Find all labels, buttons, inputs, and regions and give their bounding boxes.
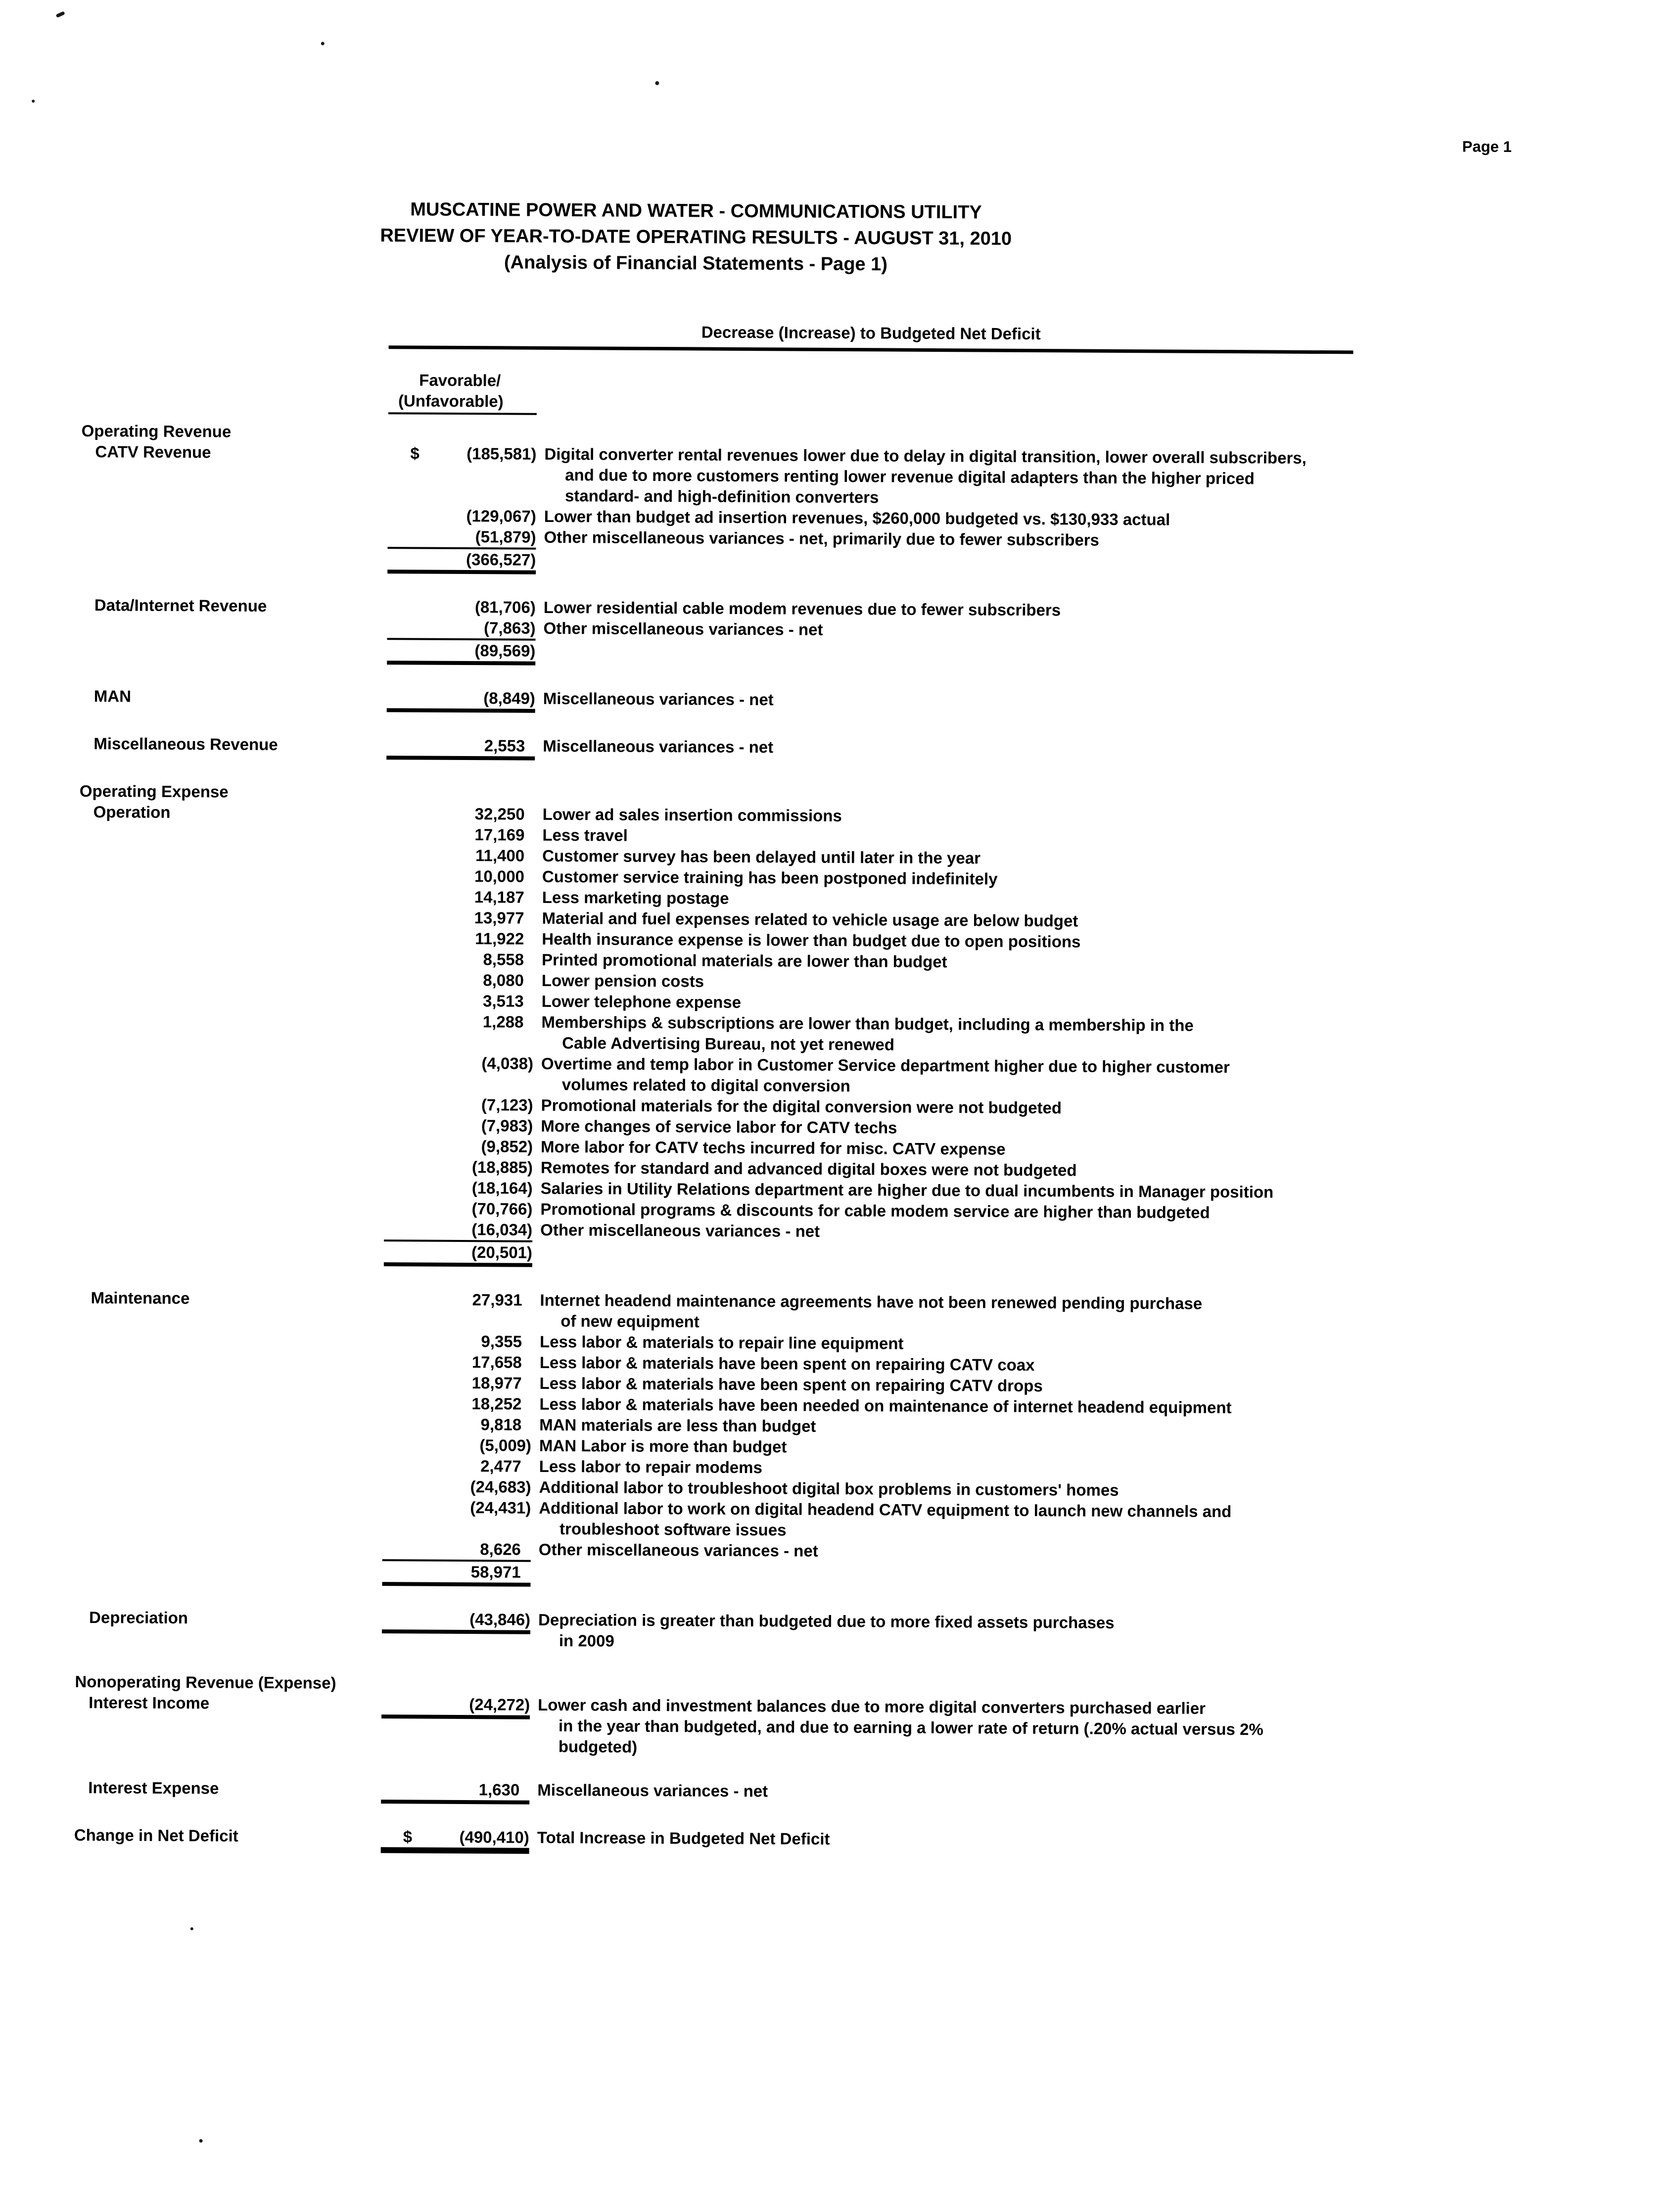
amount-cell [383, 1372, 532, 1394]
description-line: Printed promotional materials are lower than budget [541, 950, 947, 971]
entry-row [75, 1692, 1381, 1761]
description-line: troubleshoot software issues [559, 1520, 787, 1539]
description-line: MAN Labor is more than budget [539, 1436, 787, 1456]
scan-speck [321, 42, 325, 45]
description-line: in the year than budgeted, and due to earning a lower rate of return (.20% actual versus 2% [558, 1716, 1263, 1739]
amount-cell [384, 1136, 533, 1157]
description-line: in 2009 [559, 1631, 614, 1650]
description-line: Promotional programs & discounts for cable modem service are higher than budgeted [540, 1199, 1210, 1222]
description-cell [530, 1610, 1381, 1656]
entry-row [75, 1607, 1381, 1656]
amount-value: 17,169 [474, 825, 525, 844]
table-section [74, 1671, 1381, 1809]
amount-value: (129,067) [466, 507, 536, 525]
amount-cell [384, 1177, 533, 1199]
description-cell [531, 1498, 1382, 1544]
amount-value: (7,123) [481, 1095, 533, 1114]
description-cell [536, 527, 1387, 552]
description-line: Material and fuel expenses related to vehicle usage are below budget [542, 908, 1078, 930]
amount-header-line-1: Favorable/ [419, 371, 501, 390]
table-body [74, 421, 1388, 1858]
amount-cell [381, 1826, 529, 1854]
amount-cell [386, 886, 534, 908]
amount-value: (43,846) [469, 1610, 531, 1629]
amount-value: (24,272) [469, 1695, 530, 1714]
description-line: Other miscellaneous variances - net, primarily due to fewer subscribers [544, 527, 1100, 549]
description-line: standard- and high-definition converters [564, 486, 879, 507]
amount-value: (366,527) [466, 550, 536, 569]
description-line: Lower ad sales insertion commissions [542, 805, 842, 825]
entry-row [80, 733, 1386, 765]
description-line: Cable Advertising Bureau, not yet renewed [562, 1034, 895, 1054]
description-cell [529, 1827, 1380, 1853]
amount-cell [387, 596, 536, 618]
entry-row [74, 1825, 1380, 1858]
amount-value: (185,581) [467, 444, 537, 463]
row-label: CATV Revenue [95, 442, 211, 462]
scan-speck [55, 11, 65, 18]
amount-value: 58,971 [470, 1563, 521, 1581]
amount-value: 8,626 [480, 1540, 521, 1559]
section-header: Nonoperating Revenue (Expense) [75, 1672, 336, 1692]
amount-value: (70,766) [471, 1199, 533, 1218]
amount-value: (24,431) [470, 1498, 531, 1517]
row-label: Interest Income [89, 1693, 210, 1712]
amount-cell [387, 640, 535, 665]
description-cell [532, 1220, 1383, 1245]
description-cell [533, 1053, 1384, 1099]
amount-cell [386, 735, 535, 760]
description-cell [536, 444, 1388, 511]
amount-value: 27,931 [472, 1290, 522, 1309]
amount-cell [383, 1351, 532, 1373]
amount-value: 3,513 [482, 992, 524, 1010]
entry-row [80, 686, 1386, 717]
line-item [77, 802, 1386, 1272]
amount-value: 8,080 [483, 971, 524, 990]
row-label: Change in Net Deficit [74, 1825, 238, 1845]
amount-value: 1,630 [478, 1780, 520, 1799]
amount-cell [385, 1052, 533, 1074]
scan-speck [32, 99, 35, 102]
amount-value: (18,164) [471, 1179, 533, 1197]
amount-cell [384, 1198, 532, 1220]
amount-value: (89,569) [474, 641, 536, 660]
amount-value: 11,922 [475, 929, 524, 948]
amount-value: (4,038) [481, 1054, 534, 1073]
amount-value: 17,658 [471, 1353, 522, 1372]
description-line: Internet headend maintenance agreements have not been renewed pending purchase [540, 1290, 1203, 1313]
line-item [80, 733, 1386, 765]
description-line: Less labor & materials have been spent on repairing CATV drops [539, 1374, 1043, 1395]
amount-value: 1,288 [482, 1012, 524, 1031]
currency-symbol: $ [403, 1827, 413, 1846]
amount-value: (8,849) [483, 689, 535, 708]
amount-cell [382, 1476, 531, 1498]
description-line: Additional labor to troubleshoot digital box problems in customers' homes [539, 1477, 1119, 1499]
page-number: Page 1 [1462, 138, 1512, 156]
description-line: Less labor & materials have been spent on repairing CATV coax [539, 1353, 1035, 1375]
entry-row [78, 1051, 1384, 1099]
table-section [75, 781, 1386, 1656]
description-line: Less labor & materials have been needed on maintenance of internet headend equipment [539, 1394, 1232, 1417]
amount-value: (51,879) [475, 527, 536, 546]
section-header: Operating Revenue [81, 421, 232, 441]
line-item [74, 1825, 1380, 1858]
scan-speck [190, 1927, 193, 1930]
amount-cell [384, 1094, 533, 1116]
amount-cell [385, 949, 534, 970]
table-section [80, 421, 1388, 765]
line-item [81, 441, 1387, 579]
line-item [75, 1607, 1381, 1656]
description-line: Less travel [542, 825, 628, 845]
amount-cell [386, 865, 534, 887]
amount-cell [383, 1331, 532, 1352]
description-line: Overtime and temp labor in Customer Service department higher due to higher customer [541, 1054, 1230, 1077]
amount-value: (5,009) [479, 1436, 532, 1455]
title-line-1: MUSCATINE POWER AND WATER - COMMUNICATIONS UTILITY [410, 199, 982, 223]
description-line: Lower residential cable modem revenues due to fewer subscribers [543, 598, 1061, 619]
currency-symbol: $ [410, 444, 420, 463]
column-header: Decrease (Increase) to Budgeted Net Deficit [389, 320, 1353, 354]
description-cell [530, 1695, 1381, 1761]
description-line: Additional labor to work on digital headend CATV equipment to launch new channels and [539, 1498, 1232, 1521]
description-line: Other miscellaneous variances - net [543, 618, 823, 639]
document-title [57, 195, 1334, 281]
description-line: Health insurance expense is lower than budget due to open positions [542, 929, 1081, 951]
description-line: of new equipment [560, 1312, 700, 1331]
row-label: MAN [93, 687, 132, 706]
line-item [80, 595, 1387, 670]
amount-value: (7,863) [483, 618, 536, 637]
description-cell [531, 1539, 1382, 1565]
amount-cell [382, 1497, 531, 1519]
row-label: Miscellaneous Revenue [93, 734, 278, 754]
line-item [75, 1692, 1381, 1761]
description-line: MAN materials are less than budget [539, 1415, 816, 1435]
amount-cell [383, 1393, 531, 1415]
description-line: Memberships & subscriptions are lower than budget, including a membership in the [541, 1012, 1194, 1035]
amount-cell [381, 1694, 530, 1719]
amount-value: (9,852) [481, 1137, 533, 1156]
amount-cell [388, 505, 536, 527]
row-label: Interest Expense [88, 1778, 219, 1798]
row-label: Depreciation [89, 1608, 188, 1627]
amount-value: 2,553 [484, 736, 525, 755]
amount-cell [385, 990, 534, 1012]
amount-value: 11,400 [475, 846, 525, 865]
amount-cell [387, 526, 536, 550]
line-item [75, 1287, 1383, 1591]
amount-value: 18,252 [471, 1394, 522, 1413]
amount-value: (16,034) [471, 1220, 533, 1239]
amount-value: 9,818 [480, 1415, 522, 1434]
description-line: Miscellaneous variances - net [537, 1780, 768, 1801]
amount-value: 2,477 [480, 1457, 521, 1475]
amount-cell [384, 1115, 533, 1137]
amount-cell [386, 803, 535, 825]
row-label: Operation [93, 803, 171, 821]
description-cell [535, 618, 1386, 643]
amount-cell [388, 443, 536, 465]
amount-cell [383, 1289, 532, 1311]
amount-cell [387, 687, 535, 713]
amount-value: 9,355 [481, 1332, 522, 1351]
description-line: and due to more customers renting lower revenue digital adapters than the higher priced [565, 466, 1255, 488]
amount-value: 8,558 [483, 950, 524, 969]
description-cell [535, 736, 1386, 761]
description-line: Lower than budget ad insertion revenues, $260,000 budgeted vs. $130,933 actual [544, 507, 1170, 529]
description-line: Promotional materials for the digital conversion were not budgeted [541, 1095, 1062, 1117]
amount-value: 18,977 [471, 1374, 522, 1392]
description-line: Less labor & materials to repair line equipment [539, 1332, 904, 1353]
description-line: More labor for CATV techs incurred for misc. CATV expense [541, 1137, 1006, 1158]
amount-cell [381, 1779, 529, 1805]
amount-cell [384, 1156, 533, 1178]
description-line: Miscellaneous variances - net [543, 736, 774, 757]
line-item [74, 1777, 1380, 1809]
title-line-2: REVIEW OF YEAR-TO-DATE OPERATING RESULTS - AUGUST 31, 2010 [380, 225, 1012, 249]
amount-cell [385, 928, 534, 950]
amount-cell [385, 969, 534, 991]
amount-value: (18,885) [471, 1158, 533, 1177]
description-line: Customer service training has been postponed indefinitely [542, 867, 998, 888]
amount-cell [387, 617, 535, 641]
entry-row [77, 1287, 1383, 1336]
description-line: Digital converter rental revenues lower due to delay in digital transition, lower overall subscribers, [544, 444, 1307, 467]
amount-cell [383, 1414, 531, 1435]
description-line: Less labor to repair modems [539, 1457, 762, 1477]
amount-cell [386, 824, 534, 846]
amount-value: (24,683) [470, 1477, 531, 1496]
description-cell [535, 688, 1386, 713]
description-line: Salaries in Utility Relations department are higher due to dual incumbents in Manager position [540, 1179, 1274, 1201]
amount-cell [383, 1434, 531, 1456]
description-line: Depreciation is greater than budgeted due to more fixed assets purchases [538, 1610, 1115, 1632]
description-cell [532, 1290, 1383, 1336]
line-item [80, 686, 1386, 717]
amount-cell [382, 1538, 531, 1562]
amount-value: (81,706) [474, 598, 536, 617]
amount-value: (490,410) [459, 1827, 529, 1847]
amount-cell [384, 1241, 532, 1267]
section-header: Operating Expense [79, 781, 229, 801]
description-line: Other miscellaneous variances - net [540, 1220, 820, 1240]
description-line: Lower pension costs [541, 971, 704, 991]
amount-value: (20,501) [471, 1243, 533, 1262]
variance-table [74, 319, 1388, 1881]
description-line: Miscellaneous variances - net [543, 689, 774, 709]
entry-row [74, 1777, 1380, 1809]
description-line: budgeted) [558, 1737, 638, 1756]
amount-cell [386, 845, 534, 866]
description-line: Other miscellaneous variances - net [538, 1540, 818, 1560]
title-line-3: (Analysis of Financial Statements - Page 1) [504, 252, 888, 275]
amount-cell [387, 549, 536, 574]
amount-column-header [388, 370, 537, 415]
amount-value: (7,983) [481, 1116, 533, 1135]
description-line: More changes of service labor for CATV techs [541, 1116, 897, 1137]
description-line: Customer survey has been delayed until later in the year [542, 846, 981, 867]
amount-value: 13,977 [474, 908, 524, 927]
description-cell [529, 1780, 1380, 1805]
scan-speck [655, 81, 659, 85]
amount-cell [382, 1609, 530, 1634]
amount-cell [384, 1219, 532, 1242]
amount-value: 32,250 [474, 805, 525, 823]
description-line: Lower telephone expense [541, 992, 742, 1011]
entry-row [81, 441, 1388, 511]
description-line: Total Increase in Budgeted Net Deficit [537, 1828, 830, 1848]
amount-cell [385, 907, 534, 929]
entry-row [78, 1009, 1384, 1058]
row-label: Maintenance [91, 1288, 190, 1308]
amount-header-line-2: (Unfavorable) [388, 390, 537, 415]
amount-cell [385, 1011, 533, 1033]
table-section [74, 1825, 1380, 1858]
description-line: Remotes for standard and advanced digital boxes were not budgeted [540, 1158, 1077, 1180]
amount-cell [383, 1455, 531, 1477]
entry-row [76, 1495, 1382, 1544]
description-cell [533, 1012, 1384, 1058]
description-line: Less marketing postage [542, 888, 729, 907]
amount-value: 10,000 [474, 867, 525, 886]
amount-value: 14,187 [474, 888, 524, 906]
row-label: Data/Internet Revenue [94, 596, 267, 615]
scan-speck [199, 2139, 203, 2142]
description-line: volumes related to digital conversion [561, 1075, 850, 1095]
description-line: Lower cash and investment balances due to more digital converters purchased earlier [538, 1695, 1206, 1717]
amount-cell [382, 1561, 530, 1587]
